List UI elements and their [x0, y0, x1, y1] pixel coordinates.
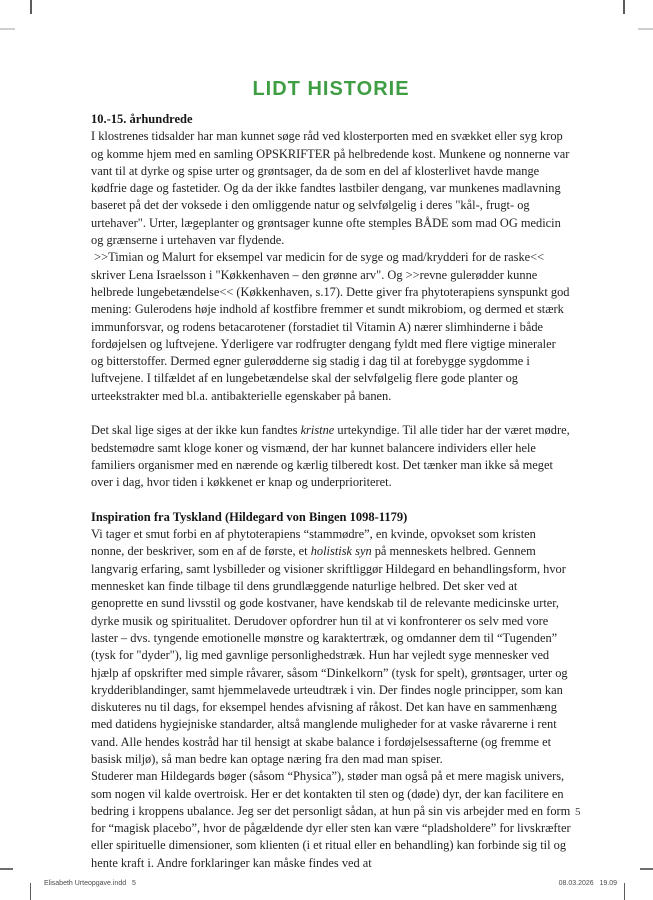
trim-mark-top-left-horizontal	[0, 28, 15, 30]
paragraph-spacer	[91, 405, 571, 422]
text-content	[91, 111, 574, 872]
body-text: på menneskets helbred. Gennem langvarig erfaring, samt lysbilleder og visioner skriftliggør Hildegard en behandlingsform, hvor mennesket kan finde tilbage til dens grundlæggende naturlige helbred. Det sker ved at genoprette en sund livsstil og gode kostvaner, have kendskab til de relevante medicinske urter, dyrke musik og spiritualitet. Derudover opfordrer hun til at vi konfronterer os selv med vore laster – dvs. tyngende emotionelle mønstre og karaktertræk, og omdanner dem til “Tugenden” (tysk for "dyder"), lig med gavnlige personlighedstræk. Hun har vejledt syge mennesker ved hjælp af opskrifter med simple råvarer, såsom “Dinkelkorn” (tysk for spelt), grøntsager, urter og krydderiblandinger, samt hjemmelavede urteudtræk i vin. Der findes nogle principper, som kan diskuteres nu til dags, for eksempel hendes afvisning af råkost. Det kan have en sammenhæng med datidens hygiejniske standarder, altså manglende muligheder for at vaske råvarerne i rent vand. Alle hendes kostråd har til hensigt at skabe balance i fordøjelsessafterne (og fremme et basisk miljø), så man bedre kan optage næring fra den mad man spiser.	[91, 544, 571, 766]
trim-mark-top-left-vertical	[30, 0, 32, 14]
italic-text: holistisk syn	[310, 544, 372, 559]
paragraph	[91, 526, 571, 768]
trim-mark-bottom-left-vertical	[30, 883, 31, 900]
italic-text: kristne	[300, 423, 335, 438]
text-column	[91, 78, 574, 872]
page-number: 5	[575, 806, 581, 818]
trim-mark-top-right-vertical	[623, 0, 625, 14]
trim-mark-bottom-right-vertical	[624, 883, 625, 900]
footer-filename: Elisabeth Urteopgave.indd 5	[44, 880, 136, 887]
body-text: urtekyndige. Til alle tider har der været mødre, bedstemødre samt kloge koner og vismænd, der har kunnet balancere individers eller hele familiers organismer med en nærende og kærlig tilberedt kost. Det tænker man ikke så meget over i dag, hvor tiden i køkkenet er knap og underprioriteret.	[91, 423, 573, 490]
body-text: Studerer man Hildegards bøger (såsom “Physica”), støder man også på et mere magisk univers, som nogen vil kalde overtroisk. Her er det kontakten til sten og (døde) dyr, der kan facilitere en bedring i kroppens ubalance. Jeg ser det personligt sådan, at hun på sin vis arbejder med en form for “magisk placebo”, hvor de pågældende dyr eller sten kan være “pladsholdere” for livskræfter eller spirituelle dimensioner, som klienten (i et ritual eller en behandling) kan forbinde sig til og hente kraft i. Andre forklaringer kan måske findes ved at	[91, 769, 574, 870]
paragraph	[91, 128, 571, 249]
body-text: Det skal lige siges at der ikke kun fandtes	[91, 423, 301, 438]
body-text: Vi tager et smut forbi en af phytoterapiens “stammødre”, en kvinde, opvokset som kristen nonne, der beskriver, som en af de første, et	[91, 527, 539, 559]
paragraph-spacer	[91, 492, 571, 509]
trim-mark-top-right-horizontal	[638, 28, 653, 30]
paragraph	[91, 249, 571, 405]
page-title: LIDT HISTORIE	[252, 78, 410, 100]
paragraph	[91, 422, 571, 491]
trim-mark-bottom-left-horizontal	[0, 868, 13, 870]
section-heading: 10.-15. århundrede	[91, 112, 193, 126]
body-text: >>Timian og Malurt for eksempel var medicin for de syge og mad/krydderi for de raske<< skriver Lena Israelsson i "Køkkenhaven – den grønne arv". Og >>revne gulerødder kunne helbrede lungebetændelse<< (Køkkenhaven, s.17). Dette giver fra phytoterapiens synspunkt god mening: Gulerodens høje indhold af kostfibre fremmer et sundt mikrobiom, og dermed et stærk immunforsvar, og rodens betacarotener (forstadiet til Vitamin A) nærer slimhinderne i både fordøjelsen og luftvejene. Yderligere var rodfrugter dengang fyldt med flere vigtige mineraler og bitterstoffer. Dermed egner gulerødderne sig stadig i dag til at forebygge sygdomme i luftvejene. I tilfældet af en lungebetændelse skal der selvfølgelig flere gode planter og urteekstrakter med bl.a. antibakterielle egenskaber på banen.	[91, 250, 573, 403]
paragraph	[91, 768, 574, 872]
trim-mark-bottom-right-horizontal	[640, 868, 653, 870]
section-heading: Inspiration fra Tyskland (Hildegard von Bingen 1098-1179)	[91, 509, 408, 524]
body-text: I klostrenes tidsalder har man kunnet søge råd ved klosterporten med en svækket eller syg krop og komme hjem med en samling OPSKRIFTER på helbredende kost. Munkene og nonnerne var vant til at dyrke og spise urter og grøntsager, da de som en del af klosterlivet havde mange kødfrie dage og fastetider. Og da der ikke fandtes lastbiler dengang, var munkenes madlavning baseret på det der voksede i den omliggende natur og selvfølgelig i deres "kål-, frugt- og urtehaver". Urter, lægeplanter og grøntsager kunne ofte stemples BÅDE som mad OG medicin og grænserne i urtehaven var flydende.	[91, 129, 573, 248]
footer-timestamp: 08.03.2026 19.09	[558, 880, 617, 887]
